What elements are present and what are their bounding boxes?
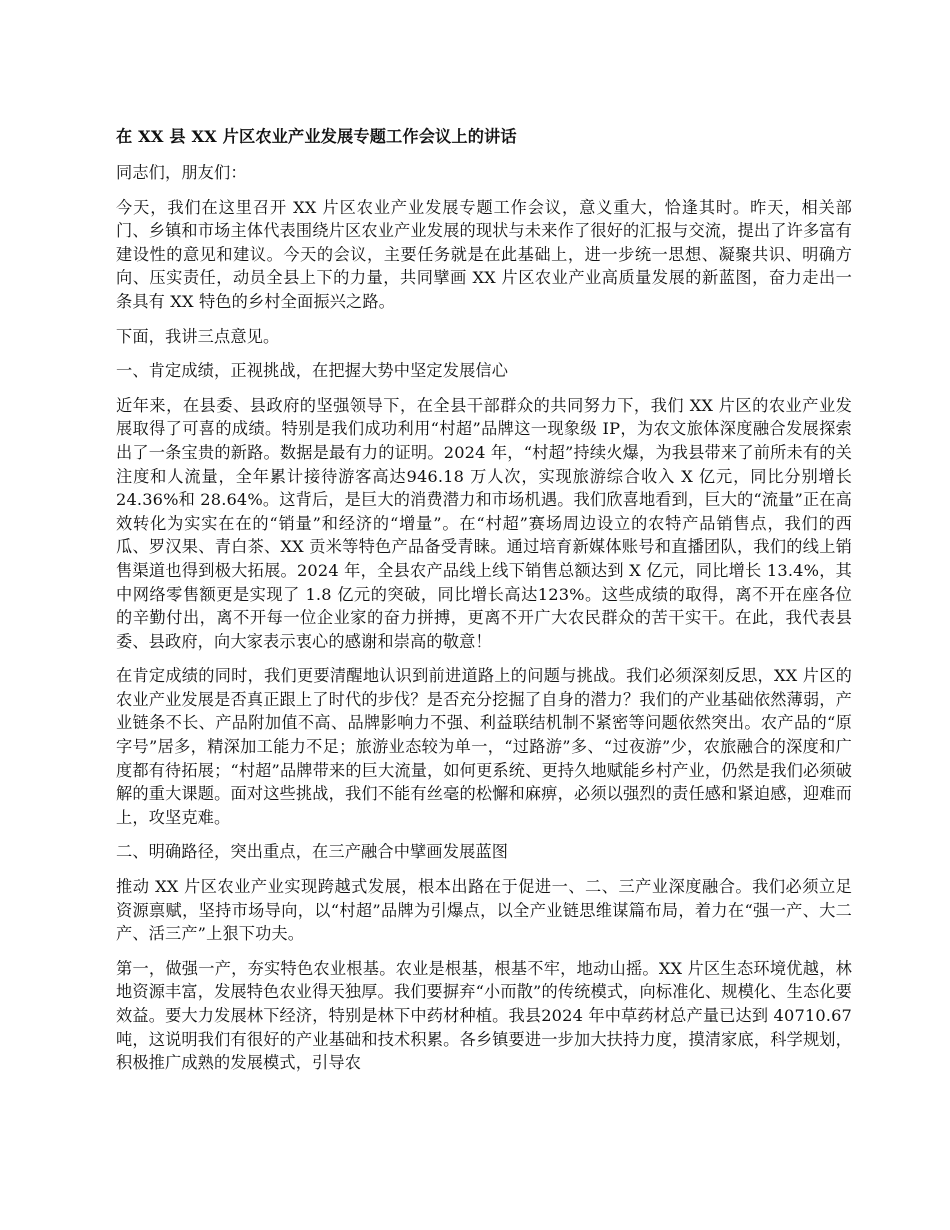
document-page [116, 125, 852, 1086]
paragraph-primary-industry: 第一，做强一产，夯实特色农业根基。农业是根基，根基不牢，地动山摇。XX 片区生态环境优越，林地资源丰富，发展特色农业得天独厚。我们要摒弃“小而散”的传统模式，向标准化、规模化、生态化要效益。要大力发展林下经济，特别是林下中药材种植。我县2024 年中草药材总产量已达到 40710.67 吨，这说明我们有很好的产业基础和技术积累。各乡镇要进一步加大扶持力度，摸清家底，科学规划，积极推广成熟的发展模式，引导农 [116, 958, 852, 1073]
paragraph-three-points: 下面，我讲三点意见。 [116, 326, 280, 346]
paragraph-integration: 推动 XX 片区农业产业实现跨越式发展，根本出路在于促进一、二、三产业深度融合。我们必须立足资源禀赋，坚持市场导向，以“村超”品牌为引爆点，以全产业链思维谋篇布局，着力在“强一产、大二产、活三产”上狠下功夫。 [116, 877, 852, 944]
document-title: 在 XX 县 XX 片区农业产业发展专题工作会议上的讲话 [116, 127, 517, 146]
paragraph-challenges: 在肯定成绩的同时，我们更要清醒地认识到前进道路上的问题与挑战。我们必须深刻反思，XX 片区的农业产业发展是否真正跟上了时代的步伐？是否充分挖掘了自身的潜力？我们的产业基础依然薄弱，产业链条不长、产品附加值不高、品牌影响力不强、利益联结机制不紧密等问题依然突出。农产品的“原字号”居多，精深加工能力不足；旅游业态较为单一，“过路游”多、“过夜游”少，农旅融合的深度和广度都有待拓展；“村超”品牌带来的巨大流量，如何更系统、更持久地赋能乡村产业，仍然是我们必须破解的重大课题。面对这些挑战，我们不能有丝毫的松懈和麻痹，必须以强烈的责任感和紧迫感，迎难而上，攻坚克难。 [116, 666, 852, 827]
paragraph-achievements: 近年来，在县委、县政府的坚强领导下，在全县干部群众的共同努力下，我们 XX 片区的农业产业发展取得了可喜的成绩。特别是我们成功利用“村超”品牌这一现象级 IP，为农文旅体深度融合发展探索出了一条宝贵的新路。数据是最有力的证明。2024 年，“村超”持续火爆，为我县带来了前所未有的关注度和人流量，全年累计接待游客高达946.18 万人次，实现旅游综合收入 X 亿元，同比分别增长 24.36%和 28.64%。这背后，是巨大的消费潜力和市场机遇。我们欣喜地看到，巨大的“流量”正在高效转化为实实在在的“销量”和经济的“增量”。在“村超”赛场周边设立的农特产品销售点，我们的西瓜、罗汉果、青白茶、XX 贡米等特色产品备受青睐。通过培育新媒体账号和直播团队，我们的线上销售渠道也得到极大拓展。2024 年，全县农产品线上线下销售总额达到 X 亿元，同比增长 13.4%，其中网络零售额更是实现了 1.8 亿元的突破，同比增长高达123%。这些成绩的取得，离不开在座各位的辛勤付出，离不开每一位企业家的奋力拼搏，更离不开广大农民群众的苦干实干。在此，我代表县委、县政府，向大家表示衷心的感谢和崇高的敬意！ [116, 395, 852, 651]
salutation: 同志们，朋友们： [116, 163, 247, 182]
section-heading-one: 一、肯定成绩，正视挑战，在把握大势中坚定发展信心 [116, 361, 509, 381]
section-heading-two: 二、明确路径，突出重点，在三产融合中擘画发展蓝图 [116, 842, 509, 862]
paragraph-opening: 今天，我们在这里召开 XX 片区农业产业发展专题工作会议，意义重大，恰逢其时。昨天，相关部门、乡镇和市场主体代表围绕片区农业产业发展的现状与未来作了很好的汇报与交流，提出了许多富有建设性的意见和建议。今天的会议，主要任务就是在此基础上，进一步统一思想、凝聚共识、明确方向、压实责任，动员全县上下的力量，共同擘画 XX 片区农业产业高质量发展的新蓝图，奋力走出一条具有 XX 特色的乡村全面振兴之路。 [116, 197, 852, 311]
